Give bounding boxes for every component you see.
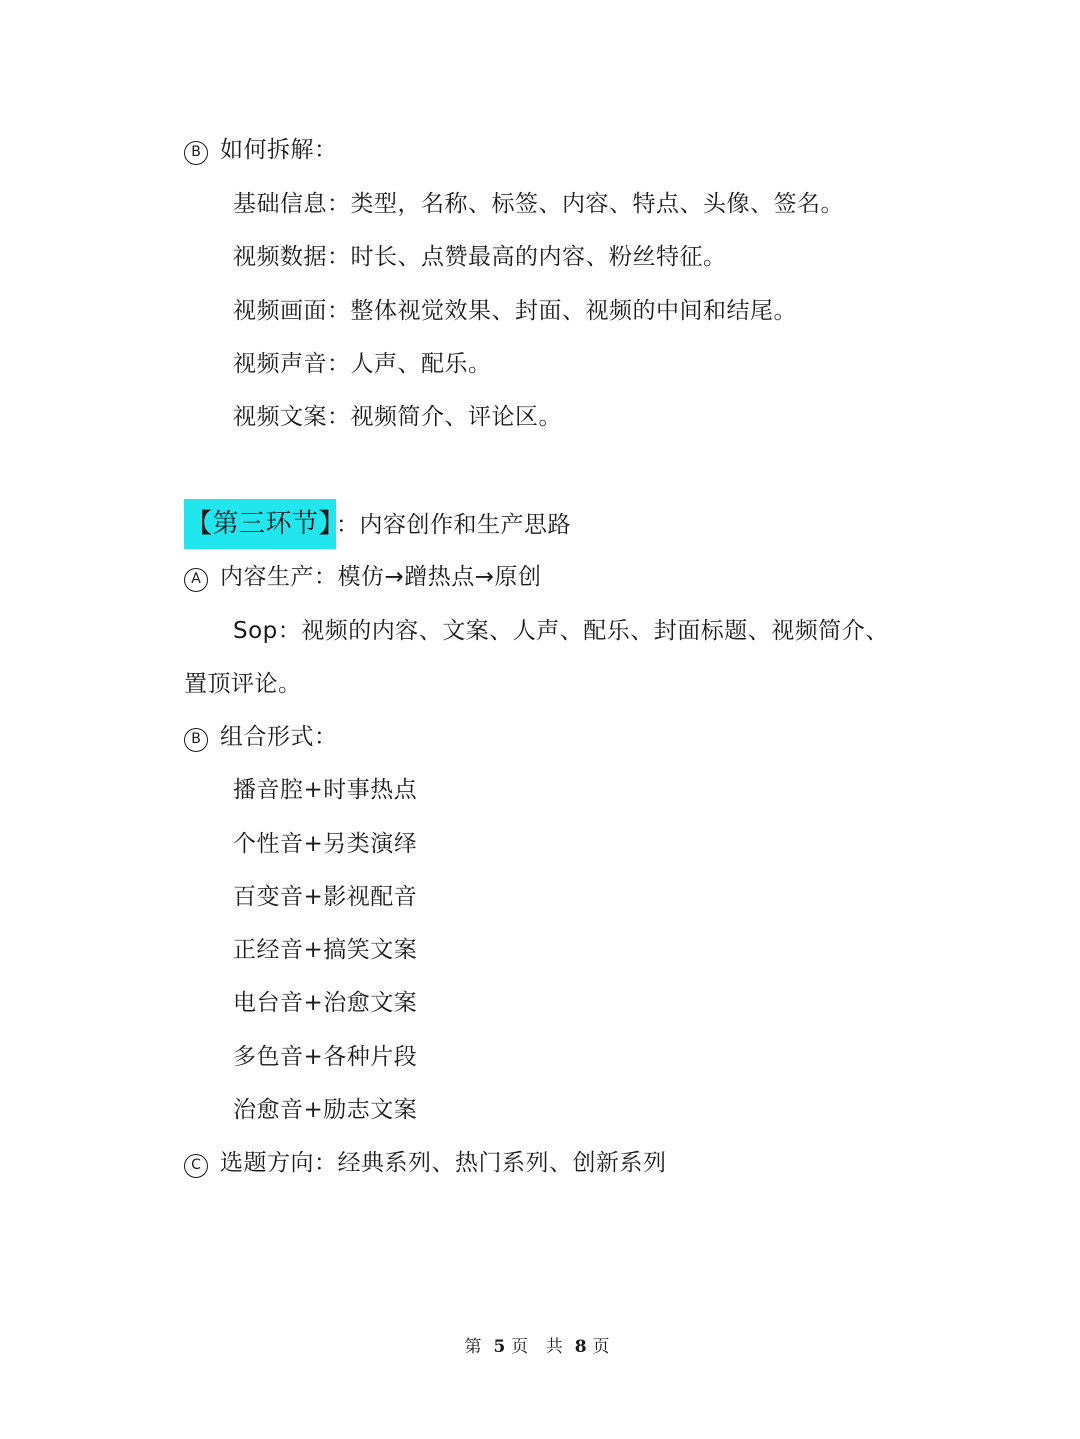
circled-b-marker: B — [184, 141, 208, 165]
section-b-heading-text: 如何拆解： — [220, 137, 338, 163]
section-a-heading — [184, 562, 542, 592]
list-item: 个性音+另类演绎 — [233, 831, 418, 857]
list-item: 视频画面：整体视觉效果、封面、视频的中间和结尾。 — [233, 298, 797, 324]
stage3-highlight: 【第三环节】 — [184, 499, 336, 549]
section-a-text: 内容生产：模仿→蹭热点→原创 — [220, 564, 542, 590]
list-item: 视频声音：人声、配乐。 — [233, 351, 492, 377]
footer-prefix: 第 — [464, 1337, 488, 1357]
total-pages-number: 8 — [574, 1337, 587, 1357]
list-item: 百变音+影视配音 — [233, 884, 418, 910]
section-b-combo-heading-text: 组合形式： — [220, 724, 338, 750]
footer-middle: 页 共 — [511, 1337, 569, 1357]
list-item: 视频数据：时长、点赞最高的内容、粉丝特征。 — [233, 244, 727, 270]
circled-b-marker: B — [184, 728, 208, 752]
footer-suffix: 页 — [592, 1337, 616, 1357]
circled-c-marker: C — [184, 1154, 208, 1178]
section-b-combo-heading — [184, 722, 338, 752]
list-item: 治愈音+励志文案 — [233, 1097, 418, 1123]
stage3-title: ：内容创作和生产思路 — [336, 512, 572, 538]
list-item: 电台音+治愈文案 — [233, 990, 418, 1016]
list-item: 正经音+搞笑文案 — [233, 937, 418, 963]
list-item: 多色音+各种片段 — [233, 1044, 418, 1070]
list-item: 基础信息：类型，名称、标签、内容、特点、头像、签名。 — [233, 191, 844, 217]
current-page-number: 5 — [493, 1337, 506, 1357]
sop-line-1: Sop：视频的内容、文案、人声、配乐、封面标题、视频简介、 — [233, 618, 889, 644]
circled-a-marker: A — [184, 568, 208, 592]
section-b-heading — [184, 135, 338, 165]
section-c-text: 选题方向：经典系列、热门系列、创新系列 — [220, 1150, 667, 1176]
stage3-heading — [184, 509, 571, 540]
page-number-footer — [0, 1334, 1080, 1360]
list-item: 视频文案：视频简介、评论区。 — [233, 404, 562, 430]
section-c-heading — [184, 1148, 667, 1178]
list-item: 播音腔+时事热点 — [233, 777, 418, 803]
sop-line-2: 置顶评论。 — [184, 671, 302, 697]
